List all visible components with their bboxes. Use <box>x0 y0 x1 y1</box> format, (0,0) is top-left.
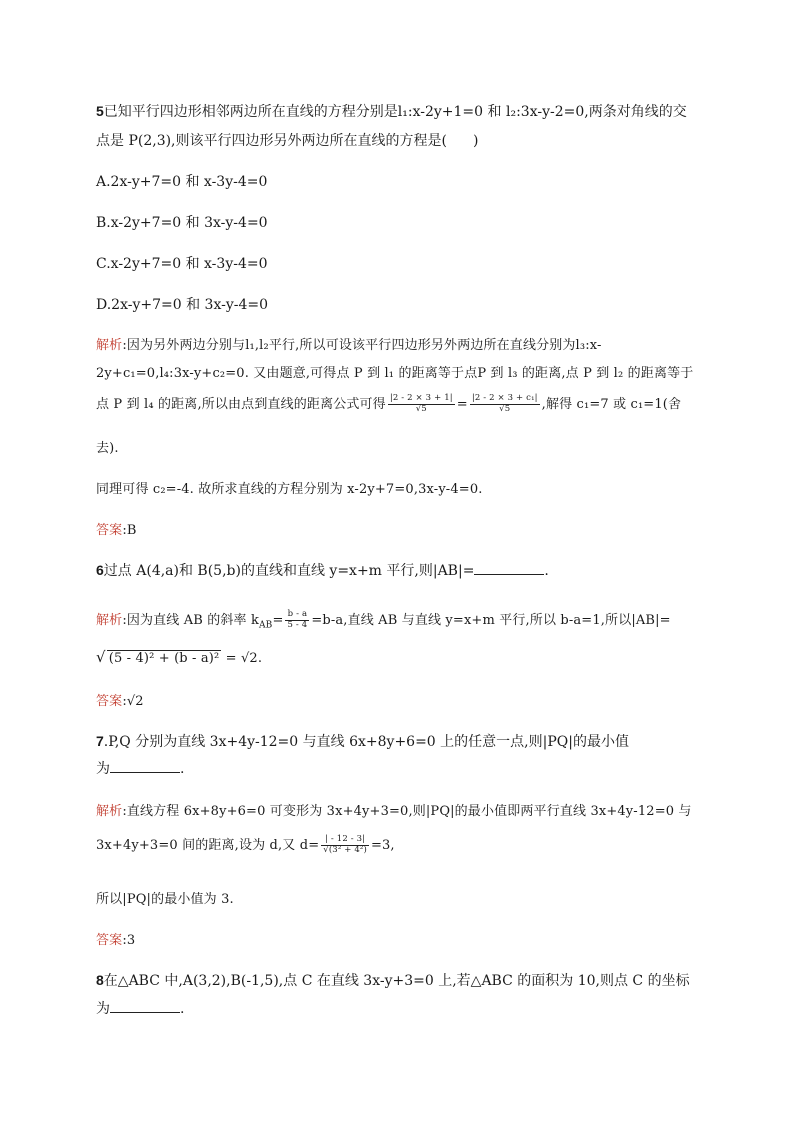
q5-solution-text1: :因为另外两边分别与l₁,l₂平行,所以可设该平行四边形另外两边所在直线分别为l₃:x- <box>122 338 602 353</box>
q6-number: 6 <box>96 562 104 578</box>
q5-solution-line3 <box>96 393 681 415</box>
q6-solution-result: = √2. <box>221 651 263 666</box>
q8-stem-line1 <box>96 970 690 990</box>
q7-solution-line3: 所以|PQ|的最小值为 3. <box>96 892 234 907</box>
q8-answer-blank <box>110 1000 180 1013</box>
q7-solution-line1 <box>96 800 692 819</box>
q7-solution-text1: :直线方程 6x+8y+6=0 可变形为 3x+4y+3=0,则|PQ|的最小值即两平行直线 3x+4y-12=0 与 <box>122 804 692 819</box>
q6-solution-tag: 解析 <box>96 612 123 627</box>
q5-option-c: C.x-2y+7=0 和 x-3y-4=0 <box>96 256 268 272</box>
q5-stem-text2: 点是 P(2,3),则该平行四边形另外两边所在直线的方程是( <box>96 133 447 149</box>
q5-option-b: B.x-2y+7=0 和 3x-y-4=0 <box>96 215 268 231</box>
q6-answer-tag: 答案 <box>96 693 123 708</box>
q5-option-a: A.2x-y+7=0 和 x-3y-4=0 <box>96 174 268 190</box>
q5-stem-line1 <box>96 101 687 121</box>
q5-fraction-2 <box>470 394 540 415</box>
q5-answer-value: :B <box>122 523 137 538</box>
q8-stem-end: . <box>180 1001 185 1017</box>
q7-fraction-numerator: | - 12 - 3| <box>321 835 369 846</box>
q7-solution-tag: 解析 <box>96 803 123 818</box>
q6-slope-subscript: AB <box>259 620 273 631</box>
q7-stem-text: .P,Q 分别为直线 3x+4y-12=0 与直线 6x+8y+6=0 上的任意一点,则|PQ|的最小值 <box>103 734 629 750</box>
q7-solution-text2b: =3, <box>370 838 395 853</box>
q5-solution-text3: 点 P 到 l₄ 的距离,所以由点到直线的距离公式可得 <box>96 397 386 412</box>
q6-stem <box>96 560 549 580</box>
q5-solution-tag: 解析 <box>96 337 123 352</box>
q5-answer-tag: 答案 <box>96 522 123 537</box>
q5-option-d: D.2x-y+7=0 和 3x-y-4=0 <box>96 297 269 313</box>
q5-solution-line4: 去). <box>96 441 119 456</box>
q5-equals: = <box>456 397 468 412</box>
q5-solution-line5: 同理可得 c₂=-4. 故所求直线的方程分别为 x-2y+7=0,3x-y-4=0. <box>96 482 483 497</box>
q5-answer <box>96 519 137 538</box>
q6-fraction <box>285 610 309 631</box>
q7-fraction <box>321 835 369 856</box>
q7-answer-blank <box>110 760 180 773</box>
q5-solution-line1 <box>96 334 602 353</box>
q8-number: 8 <box>96 972 104 988</box>
q5-number: 5 <box>96 103 104 119</box>
q5-stem-text1: 已知平行四边形相邻两边所在直线的方程分别是l₁:x-2y+1=0 和 l₂:3x-y-2=0,两条对角线的交 <box>103 104 687 120</box>
q7-answer-tag: 答案 <box>96 932 123 947</box>
q5-stem-paren-close: ) <box>472 133 479 149</box>
q5-fraction-1-denominator: √5 <box>415 404 427 414</box>
q7-stem-line2 <box>96 758 184 778</box>
q7-stem-text2: 为 <box>96 761 110 777</box>
q5-stem-line2 <box>96 130 478 150</box>
q5-fraction-2-denominator: √5 <box>499 404 511 414</box>
q5-solution-line2: 2y+c₁=0,l₄:3x-y+c₂=0. 又由题意,可得点 P 到 l₁ 的距离等于点P 到 l₃ 的距离,点 P 到 l₂ 的距离等于 <box>96 366 694 381</box>
q8-stem-text2: 为 <box>96 1001 110 1017</box>
q6-stem-text: 过点 A(4,a)和 B(5,b)的直线和直线 y=x+m 平行,则|AB|= <box>103 563 475 579</box>
q7-fraction-denominator: √(3² + 4²) <box>323 845 367 855</box>
q7-solution-line2 <box>96 834 395 856</box>
q6-solution-line2: √ (5 - 4)² + (b - a)² = √2. <box>96 648 263 666</box>
q6-solution-line1 <box>96 609 671 631</box>
q5-solution-text3b: ,解得 c₁=7 或 c₁=1(舍 <box>541 397 682 412</box>
q8-stem-text: 在△ABC 中,A(3,2),B(-1,5),点 C 在直线 3x-y+3=0 上,若△ABC 的面积为 10,则点 C 的坐标 <box>103 973 690 989</box>
q6-stem-end: . <box>544 563 549 579</box>
q7-stem-end: . <box>180 761 185 777</box>
q5-fraction-2-numerator: |2 - 2 × 3 + c₁| <box>471 393 538 404</box>
q7-answer <box>96 929 135 948</box>
q5-fraction-1-numerator: |2 - 2 × 3 + 1| <box>389 393 453 404</box>
q6-answer-value: :√2 <box>122 694 144 709</box>
q7-stem-line1 <box>96 731 629 751</box>
q6-answer <box>96 690 144 709</box>
q7-number: 7 <box>96 733 104 749</box>
q6-solution-text1c: =b-a,直线 AB 与直线 y=x+m 平行,所以 b-a=1,所以|AB|= <box>311 613 671 628</box>
q6-radicand: (5 - 4)² + (b - a)² <box>108 651 220 666</box>
q5-fraction-1 <box>388 394 455 415</box>
q6-answer-blank <box>474 562 544 575</box>
q7-solution-text2a: 3x+4y+3=0 间的距离,设为 d,又 d= <box>96 838 320 853</box>
q6-fraction-denominator: 5 - 4 <box>287 620 308 630</box>
q6-solution-eq: = <box>272 613 284 628</box>
q6-fraction-numerator: b - a <box>285 610 309 621</box>
q6-solution-text1a: :因为直线 AB 的斜率 k <box>122 613 260 628</box>
q7-answer-value: :3 <box>122 933 136 948</box>
q8-stem-line2 <box>96 998 184 1018</box>
